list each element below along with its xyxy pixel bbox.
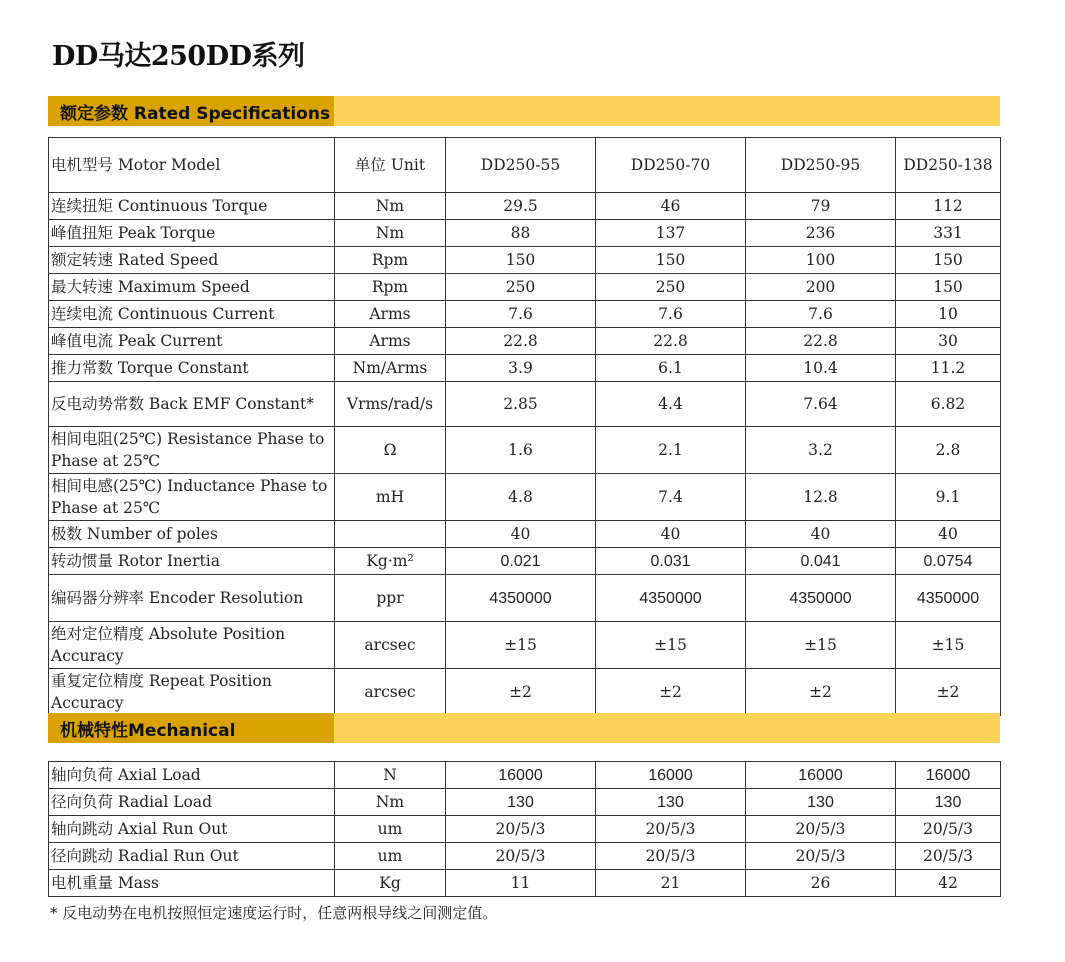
table-row <box>49 328 1001 355</box>
rated-section-band <box>48 96 1000 126</box>
value-cell: 150 <box>896 247 1001 274</box>
table-row <box>49 789 1001 816</box>
value-cell: 4350000 <box>746 575 896 622</box>
unit-cell: arcsec <box>335 622 446 669</box>
table-row <box>49 816 1001 843</box>
value-cell: 10 <box>896 301 1001 328</box>
table-row <box>49 870 1001 897</box>
value-cell: 10.4 <box>746 355 896 382</box>
value-cell: 79 <box>746 193 896 220</box>
value-cell: 20/5/3 <box>446 843 596 870</box>
row-label: 推力常数 Torque Constant <box>49 355 335 382</box>
value-cell: 137 <box>596 220 746 247</box>
value-cell: 236 <box>746 220 896 247</box>
value-cell: 12.8 <box>746 474 896 521</box>
unit-cell: Nm <box>335 193 446 220</box>
value-cell: 250 <box>596 274 746 301</box>
value-cell: 16000 <box>446 762 596 789</box>
value-cell: 0.021 <box>446 548 596 575</box>
row-label: 重复定位精度 Repeat Position Accuracy <box>49 669 335 716</box>
value-cell: 0.0754 <box>896 548 1001 575</box>
table-row <box>49 220 1001 247</box>
value-cell: 2.85 <box>446 382 596 427</box>
value-cell: 4350000 <box>446 575 596 622</box>
value-cell: 7.6 <box>446 301 596 328</box>
header-cell: DD250-95 <box>746 138 896 193</box>
row-label: 连续扭矩 Continuous Torque <box>49 193 335 220</box>
value-cell: 0.041 <box>746 548 896 575</box>
page-title: DD马达250DD系列 <box>52 41 305 72</box>
row-label: 相间电感(25℃) Inductance Phase to Phase at 25℃ <box>49 474 335 521</box>
row-label: 相间电阻(25℃) Resistance Phase to Phase at 25℃ <box>49 427 335 474</box>
row-label: 最大转速 Maximum Speed <box>49 274 335 301</box>
row-label: 编码器分辨率 Encoder Resolution <box>49 575 335 622</box>
unit-cell: Nm/Arms <box>335 355 446 382</box>
row-label: 极数 Number of poles <box>49 521 335 548</box>
table-row <box>49 548 1001 575</box>
value-cell: 150 <box>446 247 596 274</box>
unit-cell: Ω <box>335 427 446 474</box>
table-row <box>49 669 1001 716</box>
unit-cell: ppr <box>335 575 446 622</box>
unit-cell: Nm <box>335 789 446 816</box>
value-cell: 20/5/3 <box>896 816 1001 843</box>
value-cell: 40 <box>896 521 1001 548</box>
unit-cell: N <box>335 762 446 789</box>
value-cell: 11 <box>446 870 596 897</box>
value-cell: 130 <box>746 789 896 816</box>
value-cell: 331 <box>896 220 1001 247</box>
table-row <box>49 274 1001 301</box>
unit-cell: arcsec <box>335 669 446 716</box>
value-cell: 7.6 <box>596 301 746 328</box>
table-row <box>49 575 1001 622</box>
unit-cell: Arms <box>335 328 446 355</box>
value-cell: 7.6 <box>746 301 896 328</box>
value-cell: ±15 <box>746 622 896 669</box>
value-cell: 0.031 <box>596 548 746 575</box>
value-cell: 130 <box>596 789 746 816</box>
value-cell: 9.1 <box>896 474 1001 521</box>
rated-spec-table <box>48 137 1001 716</box>
value-cell: 4.4 <box>596 382 746 427</box>
row-label: 反电动势常数 Back EMF Constant* <box>49 382 335 427</box>
table-row <box>49 247 1001 274</box>
value-cell: 7.4 <box>596 474 746 521</box>
table-row <box>49 193 1001 220</box>
value-cell: 100 <box>746 247 896 274</box>
mechanical-table <box>48 761 1001 897</box>
header-cell: DD250-70 <box>596 138 746 193</box>
value-cell: 46 <box>596 193 746 220</box>
value-cell: 21 <box>596 870 746 897</box>
value-cell: 3.9 <box>446 355 596 382</box>
value-cell: ±15 <box>596 622 746 669</box>
unit-cell: Vrms/rad/s <box>335 382 446 427</box>
value-cell: 20/5/3 <box>596 843 746 870</box>
value-cell: 7.64 <box>746 382 896 427</box>
value-cell: ±2 <box>746 669 896 716</box>
table-row <box>49 301 1001 328</box>
value-cell: 42 <box>896 870 1001 897</box>
table-row <box>49 521 1001 548</box>
value-cell: 1.6 <box>446 427 596 474</box>
value-cell: 26 <box>746 870 896 897</box>
value-cell: 40 <box>746 521 896 548</box>
value-cell: 16000 <box>596 762 746 789</box>
value-cell: 4350000 <box>596 575 746 622</box>
value-cell: 150 <box>896 274 1001 301</box>
value-cell: 29.5 <box>446 193 596 220</box>
unit-cell: Kg <box>335 870 446 897</box>
value-cell: 20/5/3 <box>896 843 1001 870</box>
value-cell: 130 <box>896 789 1001 816</box>
value-cell: 22.8 <box>446 328 596 355</box>
value-cell: 16000 <box>896 762 1001 789</box>
value-cell: ±2 <box>596 669 746 716</box>
value-cell: 6.1 <box>596 355 746 382</box>
value-cell: 130 <box>446 789 596 816</box>
value-cell: 11.2 <box>896 355 1001 382</box>
header-cell: 电机型号 Motor Model <box>49 138 335 193</box>
value-cell: ±15 <box>896 622 1001 669</box>
value-cell: 40 <box>596 521 746 548</box>
value-cell: 112 <box>896 193 1001 220</box>
value-cell: 40 <box>446 521 596 548</box>
unit-cell: um <box>335 843 446 870</box>
table-row <box>49 355 1001 382</box>
row-label: 转动惯量 Rotor Inertia <box>49 548 335 575</box>
row-label: 轴向负荷 Axial Load <box>49 762 335 789</box>
table-row <box>49 762 1001 789</box>
value-cell: 22.8 <box>746 328 896 355</box>
value-cell: 3.2 <box>746 427 896 474</box>
table-row <box>49 474 1001 521</box>
unit-cell: um <box>335 816 446 843</box>
header-cell: DD250-138 <box>896 138 1001 193</box>
value-cell: 30 <box>896 328 1001 355</box>
rated-section-label: 额定参数 Rated Specifications <box>48 96 334 126</box>
value-cell: 88 <box>446 220 596 247</box>
header-cell: DD250-55 <box>446 138 596 193</box>
unit-cell <box>335 521 446 548</box>
value-cell: 20/5/3 <box>746 843 896 870</box>
table-header-row <box>49 138 1001 193</box>
value-cell: 250 <box>446 274 596 301</box>
mechanical-section-label: 机械特性Mechanical <box>48 713 334 743</box>
value-cell: 2.8 <box>896 427 1001 474</box>
row-label: 径向跳动 Radial Run Out <box>49 843 335 870</box>
value-cell: 150 <box>596 247 746 274</box>
row-label: 峰值电流 Peak Current <box>49 328 335 355</box>
unit-cell: Rpm <box>335 247 446 274</box>
value-cell: 20/5/3 <box>746 816 896 843</box>
mechanical-section-band <box>48 713 1000 743</box>
footnote: * 反电动势在电机按照恒定速度运行时，任意两根导线之间测定值。 <box>50 904 498 922</box>
row-label: 径向负荷 Radial Load <box>49 789 335 816</box>
table-row <box>49 622 1001 669</box>
row-label: 连续电流 Continuous Current <box>49 301 335 328</box>
row-label: 峰值扭矩 Peak Torque <box>49 220 335 247</box>
header-cell: 单位 Unit <box>335 138 446 193</box>
value-cell: 200 <box>746 274 896 301</box>
unit-cell: mH <box>335 474 446 521</box>
unit-cell: Kg·m² <box>335 548 446 575</box>
row-label: 绝对定位精度 Absolute Position Accuracy <box>49 622 335 669</box>
value-cell: 2.1 <box>596 427 746 474</box>
table-row <box>49 382 1001 427</box>
value-cell: ±2 <box>896 669 1001 716</box>
row-label: 电机重量 Mass <box>49 870 335 897</box>
value-cell: 4.8 <box>446 474 596 521</box>
value-cell: 6.82 <box>896 382 1001 427</box>
value-cell: ±2 <box>446 669 596 716</box>
table-row <box>49 843 1001 870</box>
value-cell: 16000 <box>746 762 896 789</box>
value-cell: 4350000 <box>896 575 1001 622</box>
unit-cell: Arms <box>335 301 446 328</box>
value-cell: 22.8 <box>596 328 746 355</box>
value-cell: 20/5/3 <box>596 816 746 843</box>
row-label: 轴向跳动 Axial Run Out <box>49 816 335 843</box>
table-row <box>49 427 1001 474</box>
row-label: 额定转速 Rated Speed <box>49 247 335 274</box>
value-cell: ±15 <box>446 622 596 669</box>
unit-cell: Nm <box>335 220 446 247</box>
unit-cell: Rpm <box>335 274 446 301</box>
value-cell: 20/5/3 <box>446 816 596 843</box>
